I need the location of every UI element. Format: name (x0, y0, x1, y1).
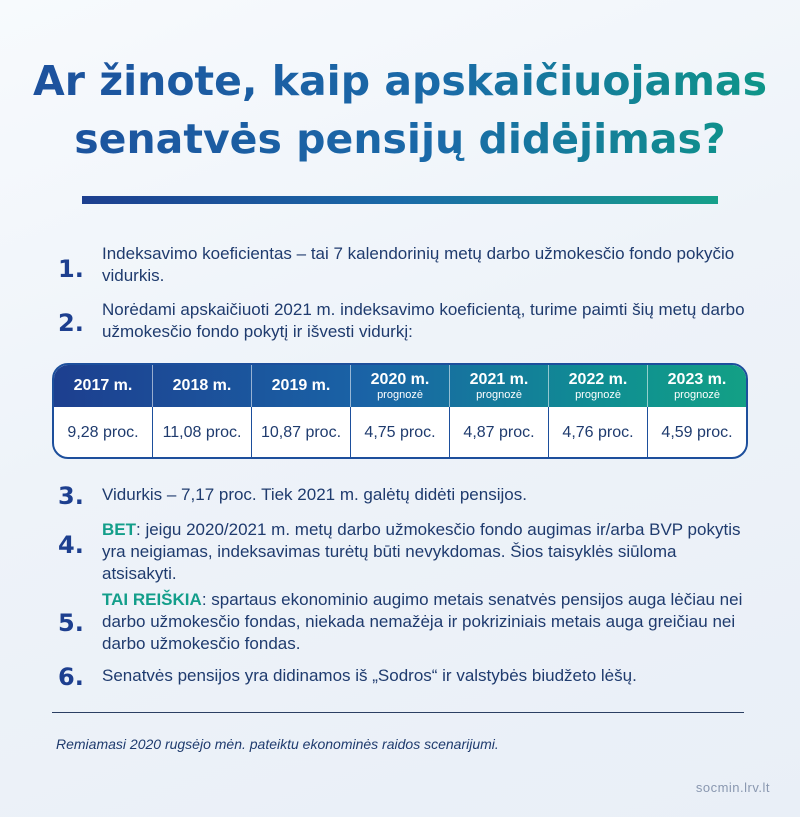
table-cell: 4,75 proc. (351, 407, 450, 459)
forecast-label: prognozė (476, 389, 522, 401)
index-table (52, 363, 748, 459)
footnote: Remiamasi 2020 rugsėjo mėn. pateiktu ekonominės raidos scenarijumi. (56, 736, 499, 752)
year-label: 2017 m. (73, 377, 133, 394)
item-number: 2. (58, 309, 84, 337)
item-text: Senatvės pensijos yra didinamos iš „Sodros“ ir valstybės biudžeto lėšų. (102, 666, 637, 685)
table-cell: 9,28 proc. (54, 407, 153, 459)
forecast-label: prognozė (377, 389, 423, 401)
table-header-cell (351, 365, 450, 407)
table-header-cell (252, 365, 351, 407)
table-row (54, 407, 746, 459)
year-label: 2023 m. (667, 371, 727, 388)
item-number: 4. (58, 531, 84, 559)
year-label: 2021 m. (469, 371, 529, 388)
year-label: 2019 m. (271, 377, 331, 394)
table-header-cell (648, 365, 746, 407)
year-label: 2018 m. (172, 377, 232, 394)
item-number: 3. (58, 482, 84, 510)
item-text: Indeksavimo koeficientas – tai 7 kalendorinių metų darbo užmokesčio fondo pokyčio vidurkis. (102, 244, 735, 285)
page-title (0, 52, 800, 168)
table-cell: 10,87 proc. (252, 407, 351, 459)
table-header-cell (549, 365, 648, 407)
forecast-label: prognozė (575, 389, 621, 401)
table-cell: 11,08 proc. (153, 407, 252, 459)
item-text: Norėdami apskaičiuoti 2021 m. indeksavimo koeficientą, turime paimti šių metų darbo užmokesčio fondo pokytį ir išvesti vidurkį: (102, 300, 745, 341)
table-header (54, 365, 746, 407)
table-header-cell (153, 365, 252, 407)
item-number: 6. (58, 663, 84, 691)
table-cell: 4,76 proc. (549, 407, 648, 459)
table-cell: 4,87 proc. (450, 407, 549, 459)
item-number: 5. (58, 609, 84, 637)
year-label: 2022 m. (568, 371, 628, 388)
table-cell: 4,59 proc. (661, 424, 733, 441)
title-underline (82, 196, 718, 204)
item-number: 1. (58, 255, 84, 283)
item-text-body: : spartaus ekonominio augimo metais senatvės pensijos auga lėčiau nei darbo užmokesčio fondas, niekada nemažėja ir pokriziniais metais auga greičiau nei darbo užmokesčio fondas. (102, 590, 743, 653)
table-header-cell (54, 365, 153, 407)
year-label: 2020 m. (370, 371, 430, 388)
item-text: Vidurkis – 7,17 proc. Tiek 2021 m. galėtų didėti pensijos. (102, 485, 527, 504)
forecast-label: prognozė (674, 389, 720, 401)
title-line-1: Ar žinote, kaip apskaičiuojamas (33, 57, 767, 105)
item-text (102, 519, 752, 585)
highlight-tai-reiskia: TAI REIŠKIA (102, 590, 202, 609)
divider (52, 712, 744, 713)
highlight-bet: BET (102, 520, 136, 539)
title-line-2: senatvės pensijų didėjimas? (74, 115, 726, 163)
site-url: socmin.lrv.lt (695, 780, 770, 795)
item-text-body: : jeigu 2020/2021 m. metų darbo užmokesčio fondo augimas ir/arba BVP pokytis yra neigiamas, indeksavimas turėtų būti nevykdomas. Šios taisyklės siūloma atsisakyti. (102, 520, 741, 583)
item-text (102, 589, 752, 655)
table-header-cell (450, 365, 549, 407)
